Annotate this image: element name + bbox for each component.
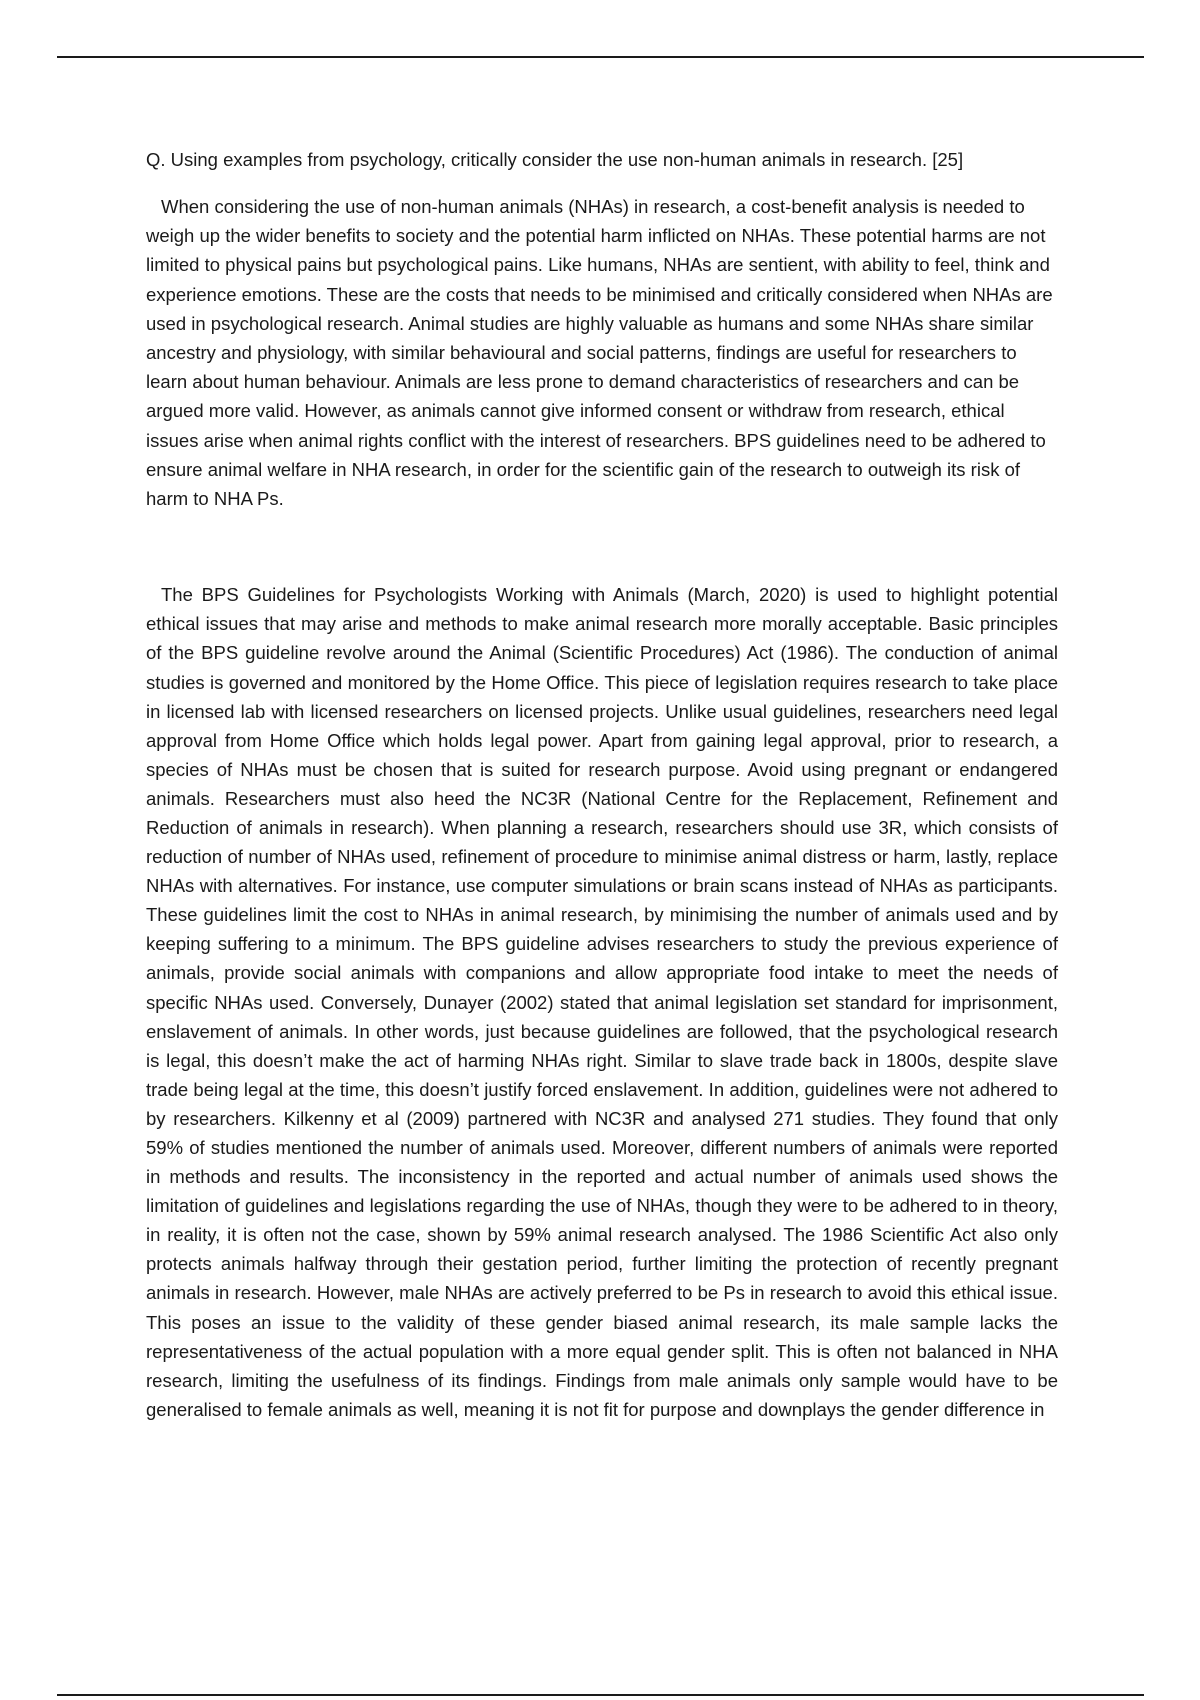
intro-paragraph: When considering the use of non-human animals (NHAs) in research, a cost-benefit analysis is needed to weigh up the wider benefits to society and the potential harm inflicted on NHAs. These potential harms are not limited to physical pains but psychological pains. Like humans, NHAs are sentient, with ability to feel, think and experience emotions. These are the costs that needs to be minimised and critically considered when NHAs are used in psychological research. Animal studies are highly valuable as humans and some NHAs share similar ancestry and physiology, with similar behavioural and social patterns, findings are useful for researchers to learn about human behaviour. Animals are less prone to demand characteristics of researchers and can be argued more valid. However, as animals cannot give informed consent or withdraw from research, ethical issues arise when animal rights conflict with the interest of researchers. BPS guidelines need to be adhered to ensure animal welfare in NHA research, in order for the scientific gain of the research to outweigh its risk of harm to NHA Ps.: [146, 196, 1053, 510]
footer-rule: [57, 1694, 1144, 1696]
essay-question: Q. Using examples from psychology, critically consider the use non-human animals in research. [25]: [146, 149, 964, 170]
header-rule: [57, 56, 1144, 58]
essay-body: [146, 145, 1058, 1424]
bps-guidelines-paragraph: The BPS Guidelines for Psychologists Working with Animals (March, 2020) is used to highlight potential ethical issues that may arise and methods to make animal research more morally acceptable. Basic principles of the BPS guideline revolve around the Animal (Scientific Procedures) Act (1986). The conduction of animal studies is governed and monitored by the Home Office. This piece of legislation requires research to take place in licensed lab with licensed researchers on licensed projects. Unlike usual guidelines, researchers need legal approval from Home Office which holds legal power. Apart from gaining legal approval, prior to research, a species of NHAs must be chosen that is suited for research purpose. Avoid using pregnant or endangered animals. Researchers must also heed the NC3R (National Centre for the Replacement, Refinement and Reduction of animals in research). When planning a research, researchers should use 3R, which consists of reduction of number of NHAs used, refinement of procedure to minimise animal distress or harm, lastly, replace NHAs with alternatives. For instance, use computer simulations or brain scans instead of NHAs as participants. These guidelines limit the cost to NHAs in animal research, by minimising the number of animals used and by keeping suffering to a minimum. The BPS guideline advises researchers to study the previous experience of animals, provide social animals with companions and allow appropriate food intake to meet the needs of specific NHAs used. Conversely, Dunayer (2002) stated that animal legislation set standard for imprisonment, enslavement of animals. In other words, just because guidelines are followed, that the psychological research is legal, this doesn’t make the act of harming NHAs right. Similar to slave trade back in 1800s, despite slave trade being legal at the time, this doesn’t justify forced enslavement. In addition, guidelines were not adhered to by researchers. Kilkenny et al (2009) partnered with NC3R and analysed 271 studies. They found that only 59% of studies mentioned the number of animals used. Moreover, different numbers of animals were reported in methods and results. The inconsistency in the reported and actual number of animals used shows the limitation of guidelines and legislations regarding the use of NHAs, though they were to be adhered to in theory, in reality, it is often not the case, shown by 59% animal research analysed. The 1986 Scientific Act also only protects animals halfway through their gestation period, further limiting the protection of recently pregnant animals in research. However, male NHAs are actively preferred to be Ps in research to avoid this ethical issue. This poses an issue to the validity of these gender biased animal research, its male sample lacks the representativeness of the actual population with a more equal gender split. This is often not balanced in NHA research, limiting the usefulness of its findings. Findings from male animals only sample would have to be generalised to female animals as well, meaning it is not fit for purpose and downplays the gender difference in: [146, 584, 1058, 1420]
